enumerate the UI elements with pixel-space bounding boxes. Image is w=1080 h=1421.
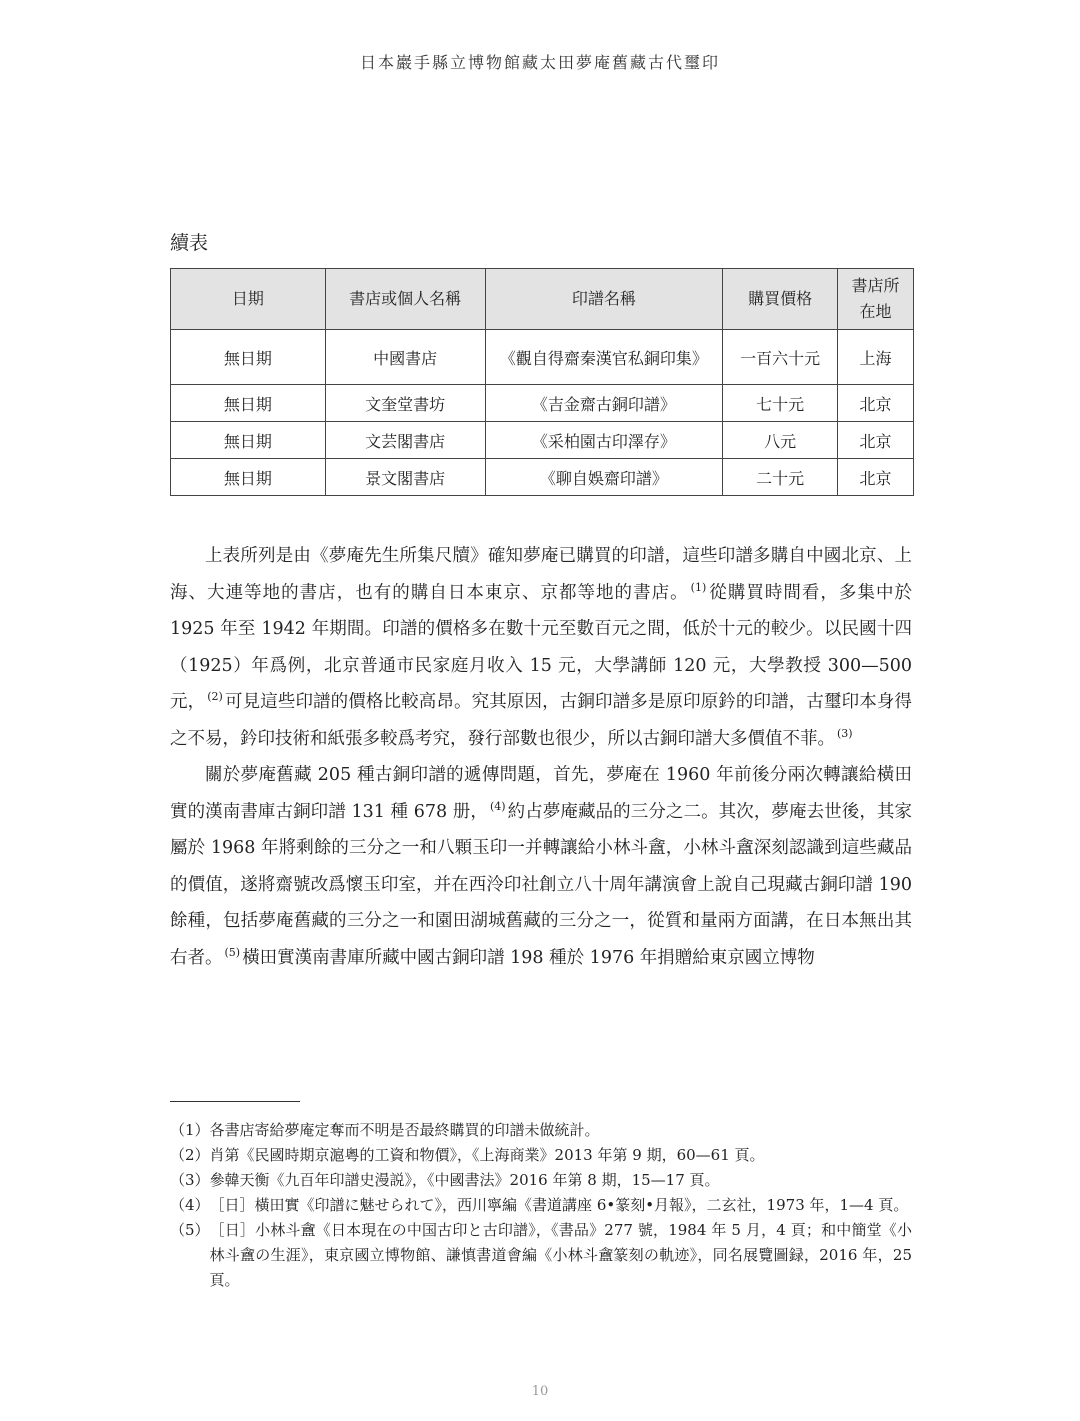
cell-date: 無日期 xyxy=(171,422,326,459)
header-price: 購買價格 xyxy=(723,269,838,330)
cell-location: 上海 xyxy=(838,330,914,385)
page-number: 10 xyxy=(531,1384,549,1399)
table-row xyxy=(171,385,914,422)
bookstore-table xyxy=(170,268,914,496)
paragraph-text: 橫田實漢南書庫所藏中國古銅印譜 198 種於 1976 年捐贈給東京國立博物 xyxy=(242,947,815,968)
cell-location: 北京 xyxy=(838,459,914,496)
footnote-ref-2[interactable]: (2) xyxy=(207,690,223,704)
cell-catalog: 《吉金齋古銅印譜》 xyxy=(485,385,723,422)
paragraph-text: 關於夢庵舊藏 205 種古銅印譜的遞傳問題，首先，夢庵在 1960 年前後分兩次轉讓給橫田實的漢南書庫古銅印譜 131 種 678 册， xyxy=(170,765,912,822)
header-date: 日期 xyxy=(171,269,326,330)
table-header-row xyxy=(171,269,914,330)
cell-price: 七十元 xyxy=(723,385,838,422)
table-row xyxy=(171,330,914,385)
footnote-number: （5） xyxy=(170,1221,210,1239)
table-caption: 續表 xyxy=(170,232,209,254)
footnote-number: （1） xyxy=(170,1121,210,1139)
cell-price: 一百六十元 xyxy=(723,330,838,385)
paragraph-text: 上表所列是由《夢庵先生所集尺牘》確知夢庵已購買的印譜，這些印譜多購自中國北京、上海、大連等地的書店，也有的購自日本東京、京都等地的書店。 xyxy=(170,546,912,603)
paragraph xyxy=(170,538,912,757)
cell-location: 北京 xyxy=(838,422,914,459)
cell-price: 二十元 xyxy=(723,459,838,496)
body-text xyxy=(170,538,912,976)
footnote-text: ［日］橫田實《印譜に魅せられて》，西川寧編《書道講座 6•篆刻•月報》，二玄社，1973 年，1—4 頁。 xyxy=(209,1196,909,1214)
paragraph xyxy=(170,757,912,976)
paragraph-text: 從購買時間看，多集中於 1925 年至 1942 年期間。印譜的價格多在數十元至數百元之間，低於十元的較少。以民國十四（1925）年爲例，北京普通市民家庭月收入 15 元，大學講師 120 元，大學教授 300—500 元， xyxy=(170,582,913,712)
paragraph-text: 約占夢庵藏品的三分之二。其次，夢庵去世後，其家屬於 1968 年將剩餘的三分之一和八顆玉印一并轉讓給小林斗盦，小林斗盦深刻認識到這些藏品的價值，遂將齋號改爲懷玉印室，并在西泠印社創立八十周年講演會上說自己現藏古銅印譜 190 餘種，包括夢庵舊藏的三分之一和園田湖城舊藏的三分之一，從質和量兩方面講，在日本無出其右者。 xyxy=(170,801,912,968)
header-location: 書店所 在地 xyxy=(838,269,914,330)
footnote-text: 參韓天衡《九百年印譜史漫説》，《中國書法》2016 年第 8 期，15—17 頁。 xyxy=(209,1171,720,1189)
footnote-item xyxy=(170,1118,912,1143)
header-catalog: 印譜名稱 xyxy=(485,269,723,330)
footnote-number: （3） xyxy=(170,1171,210,1189)
footnote-ref-1[interactable]: (1) xyxy=(690,580,707,594)
header-store: 書店或個人名稱 xyxy=(325,269,485,330)
paragraph-text: 可見這些印譜的價格比較高昂。究其原因，古銅印譜多是原印原鈐的印譜，古璽印本身得之不易，鈐印技術和紙張多較爲考究，發行部數也很少，所以古銅印譜大多價值不菲。 xyxy=(170,692,913,749)
footnote-number: （2） xyxy=(170,1146,210,1164)
footnote-text: 肖第《民國時期京滬粵的工資和物價》，《上海商業》2013 年第 9 期，60—61 頁。 xyxy=(209,1146,765,1164)
cell-date: 無日期 xyxy=(171,459,326,496)
running-head: 日本巖手縣立博物館藏太田夢庵舊藏古代璽印 xyxy=(359,53,720,72)
cell-store: 中國書店 xyxy=(325,330,485,385)
cell-store: 景文閣書店 xyxy=(325,459,485,496)
footnote-item xyxy=(170,1218,912,1293)
table-row xyxy=(171,422,914,459)
cell-catalog: 《觀自得齋秦漢官私銅印集》 xyxy=(485,330,723,385)
cell-date: 無日期 xyxy=(171,385,326,422)
cell-store: 文芸閣書店 xyxy=(325,422,485,459)
footnote-item xyxy=(170,1193,912,1218)
cell-date: 無日期 xyxy=(171,330,326,385)
cell-store: 文奎堂書坊 xyxy=(325,385,485,422)
cell-price: 八元 xyxy=(723,422,838,459)
cell-catalog: 《采柏園古印澤存》 xyxy=(485,422,723,459)
cell-catalog: 《聊自娛齋印譜》 xyxy=(485,459,723,496)
footnote-text: 各書店寄給夢庵定奪而不明是否最終購買的印譜未做統計。 xyxy=(209,1121,600,1139)
footnote-item xyxy=(170,1168,912,1193)
footnote-ref-3[interactable]: (3) xyxy=(837,726,853,740)
cell-location: 北京 xyxy=(838,385,914,422)
footnote-ref-5[interactable]: (5) xyxy=(224,945,241,959)
footnote-divider xyxy=(170,1101,300,1102)
footnote-item xyxy=(170,1143,912,1168)
table-row xyxy=(171,459,914,496)
footnote-number: （4） xyxy=(170,1196,210,1214)
footnotes xyxy=(170,1118,912,1293)
footnote-ref-4[interactable]: (4) xyxy=(489,799,506,813)
footnote-text: ［日］小林斗盦《日本現在の中国古印と古印譜》，《書品》277 號，1984 年 5 月，4 頁；和中簡堂《小林斗盦の生涯》，東京國立博物館、謙慎書道會編《小林斗盦篆刻の軌迹》，同名展覽圖録，2016 年，25 頁。 xyxy=(209,1221,912,1289)
